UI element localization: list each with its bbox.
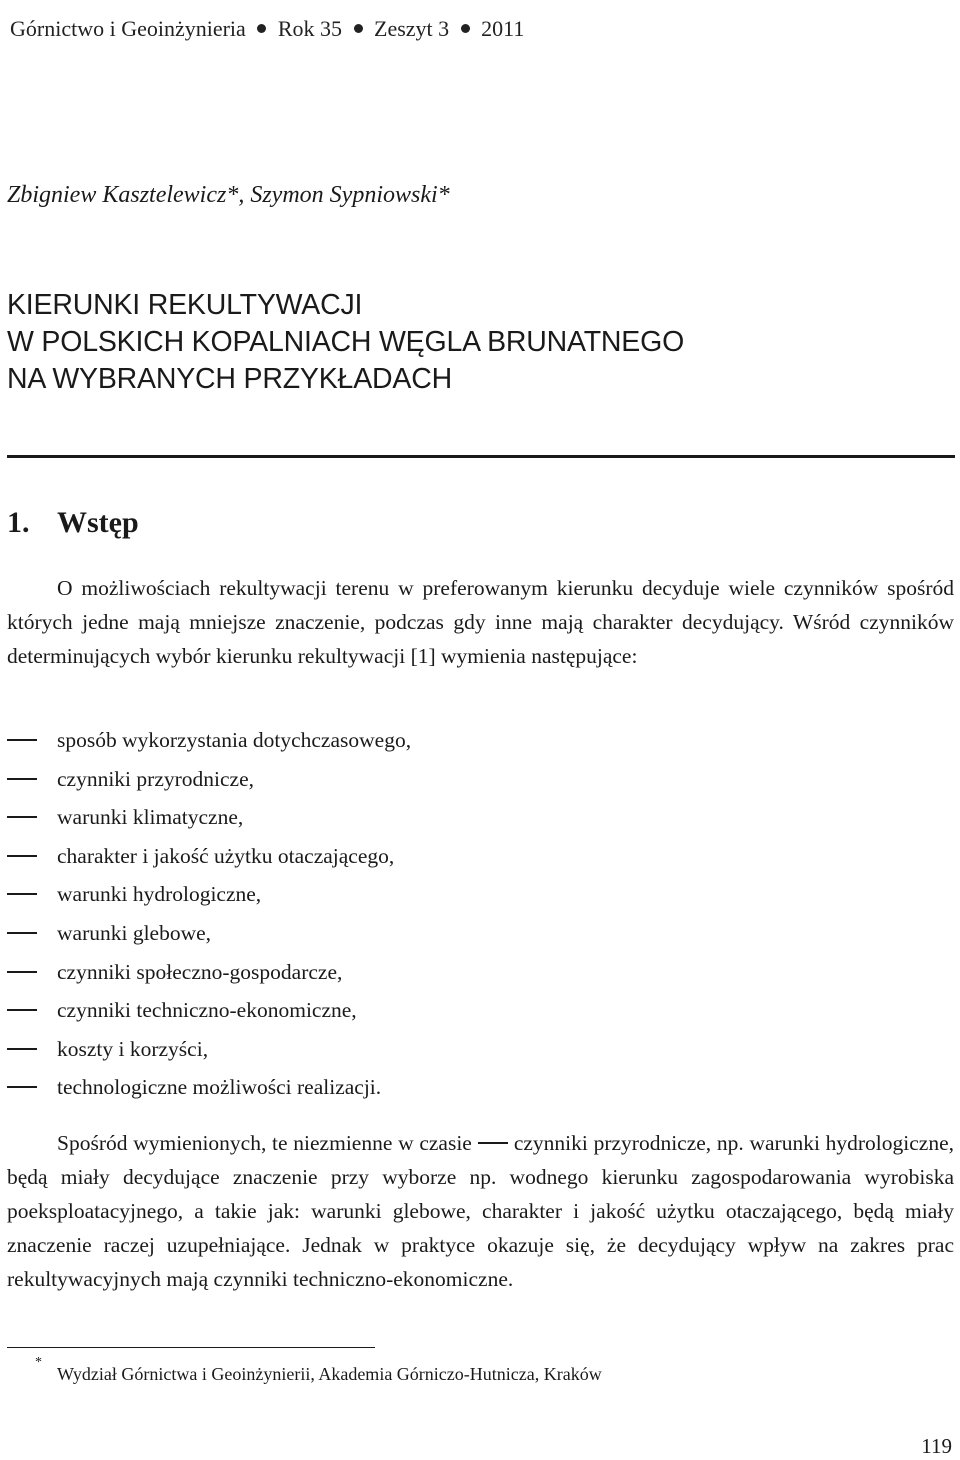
bullet-separator (257, 24, 266, 33)
intro-text: O możliwościach rekultywacji terenu w preferowanym kierunku decyduje wiele czynników spośród których jedne mają mniejsze znaczenie, podczas gdy inne mają charakter decydujący. Wśród czynników determinujących wybór kierunku rekultywacji [1] wymienia następujące: (7, 576, 954, 668)
publication-year: 2011 (481, 16, 525, 41)
footnote-text: Wydział Górnictwa i Geoinżynierii, Akademia Górniczo-Hutnicza, Kraków (57, 1364, 602, 1384)
footnote-marker: * (35, 1355, 42, 1370)
intro-paragraph (7, 571, 954, 673)
dash-bullet (7, 893, 37, 895)
em-dash (478, 1142, 508, 1144)
list-item: warunki klimatyczne, (7, 798, 411, 837)
dash-bullet (7, 855, 37, 857)
bullet-separator (461, 24, 470, 33)
bullet-separator (354, 24, 363, 33)
list-item: czynniki techniczno-ekonomiczne, (7, 991, 411, 1030)
dash-bullet (7, 971, 37, 973)
list-item: warunki glebowe, (7, 914, 411, 953)
dash-bullet (7, 739, 37, 741)
dash-bullet (7, 1086, 37, 1088)
journal-name: Górnictwo i Geoinżynieria (10, 16, 246, 41)
section-title: Wstęp (57, 506, 139, 539)
article-title (7, 287, 684, 398)
dash-bullet (7, 816, 37, 818)
title-line: W POLSKICH KOPALNIACH WĘGLA BRUNATNEGO (7, 326, 685, 358)
list-item: warunki hydrologiczne, (7, 875, 411, 914)
volume-label: Rok 35 (277, 16, 342, 41)
body-paragraph (7, 1126, 954, 1296)
section-number: 1. (7, 506, 30, 539)
title-line: KIERUNKI REKULTYWACJI (7, 289, 363, 321)
list-item: czynniki przyrodnicze, (7, 760, 411, 799)
list-item: charakter i jakość użytku otaczającego, (7, 837, 411, 876)
dash-bullet (7, 932, 37, 934)
dash-bullet (7, 778, 37, 780)
section-heading (7, 506, 139, 540)
title-line: NA WYBRANYCH PRZYKŁADACH (7, 363, 452, 395)
running-header (10, 16, 524, 42)
page-number: 119 (921, 1434, 952, 1458)
dash-bullet (7, 1048, 37, 1050)
list-item: czynniki społeczno-gospodarcze, (7, 953, 411, 992)
list-item: koszty i korzyści, (7, 1030, 411, 1069)
list-item: sposób wykorzystania dotychczasowego, (7, 721, 411, 760)
paragraph-text: Spośród wymienionych, te niezmienne w czasie (57, 1131, 472, 1155)
issue-label: Zeszyt 3 (374, 16, 450, 41)
list-item: technologiczne możliwości realizacji. (7, 1068, 411, 1107)
factor-list (7, 721, 411, 1107)
author-list: Zbigniew Kasztelewicz*, Szymon Sypniowski* (7, 182, 450, 208)
footnote-divider (7, 1347, 375, 1348)
dash-bullet (7, 1009, 37, 1011)
paragraph-text: czynniki przyrodnicze, np. warunki hydrologiczne, będą miały decydujące znaczenie przy wyborze np. wodnego kierunku zagospodarowania wyrobiska poeksploatacyjnego, a takie jak: warunki glebowe, charakter i jakość użytku otaczającego, będą miały znaczenie raczej uzupełniające. Jednak w praktyce okazuje się, że decydujący wpływ na zakres prac rekultywacyjnych mają czynniki techniczno-ekonomiczne. (7, 1131, 954, 1291)
title-divider (7, 455, 955, 458)
